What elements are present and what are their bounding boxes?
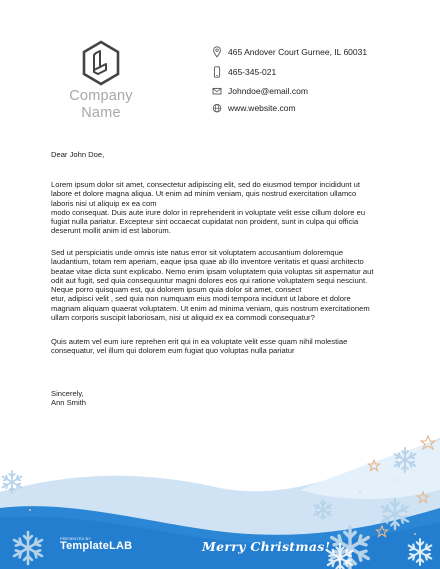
contact-website[interactable]: www.website.com [228,103,296,113]
contact-address: 465 Andover Court Gurnee, IL 60031 [228,47,368,57]
globe-icon [212,102,222,114]
brand-tagline: PRESENTED BY [60,536,91,541]
contact-email[interactable]: Johndoe@email.com [228,86,308,96]
templatelab-logo[interactable]: TemplateLAB [60,540,133,552]
letter-paragraph-3: Quis autem vel eum iure reprehen erit qui in ea voluptate velit esse quam nihil molestiae consequatur, vel illum qui dolorem eum fugiat quo voluptas nulla pariatur [51,337,348,356]
hexagon-logo-icon [81,40,121,86]
contact-phone: 465-345-021 [228,67,277,77]
company-logo [58,40,144,120]
envelope-icon [212,85,222,97]
letter-paragraph-2: Sed ut perspiciatis unde omnis iste natus error sit voluptatem accusantium doloremque laudantium, totam rem aperiam, eaque ipsa quae ab illo inventore veritatis et quasi architecto beatae vitae dicta sunt explicabo. Nemo enim ipsam voluptatem quia voluptas sit aspernatur aut odit aut fugit, sed quia consequuntur magni dolores eos qui ratione voluptatem sequi nesciunt. Neque porro quisquam est, qui dolorem ipsum quia dolor sit amet, consect etur, adipisci velit , sed quia non numquam eius modi tempora incidunt ut labore et dolore magnam aliquam quaerat voluptatem. Ut enim ad minima veniam, quis nostrum exercitationem ullam corporis suscipit laboriosam, nisi ut aliquid ex ea commodi consequatur? [51,248,374,323]
letter-signature-name: Ann Smith [51,398,87,408]
letter-greeting: Dear John Doe, [51,150,105,159]
mobile-phone-icon [212,66,222,78]
company-name-line1: Company [69,88,133,104]
merry-christmas-text: Merry Christmas! [202,539,331,554]
letter-closing-block [51,389,86,408]
location-pin-icon [212,46,222,58]
letter-closing: Sincerely, [51,389,84,398]
company-name-line2: Name [81,105,121,121]
letter-paragraph-1: Lorem ipsum dolor sit amet, consectetur adipiscing elit, sed do eiusmod tempor incididunt ut labore et dolore magna aliqua. Ut enim ad minim veniam, quis nostrud exercitation ullamco laboris nisi ut aliquip ex ea com modo consequat. Duis aute irure dolor in reprehenderit in voluptate velit esse cillum dolore eu fugiat nulla pariatur. Excepteur sint occaecat cupidatat non proident, sunt in culpa qui officia deserunt mollit anim id est laborum. [51,180,366,236]
